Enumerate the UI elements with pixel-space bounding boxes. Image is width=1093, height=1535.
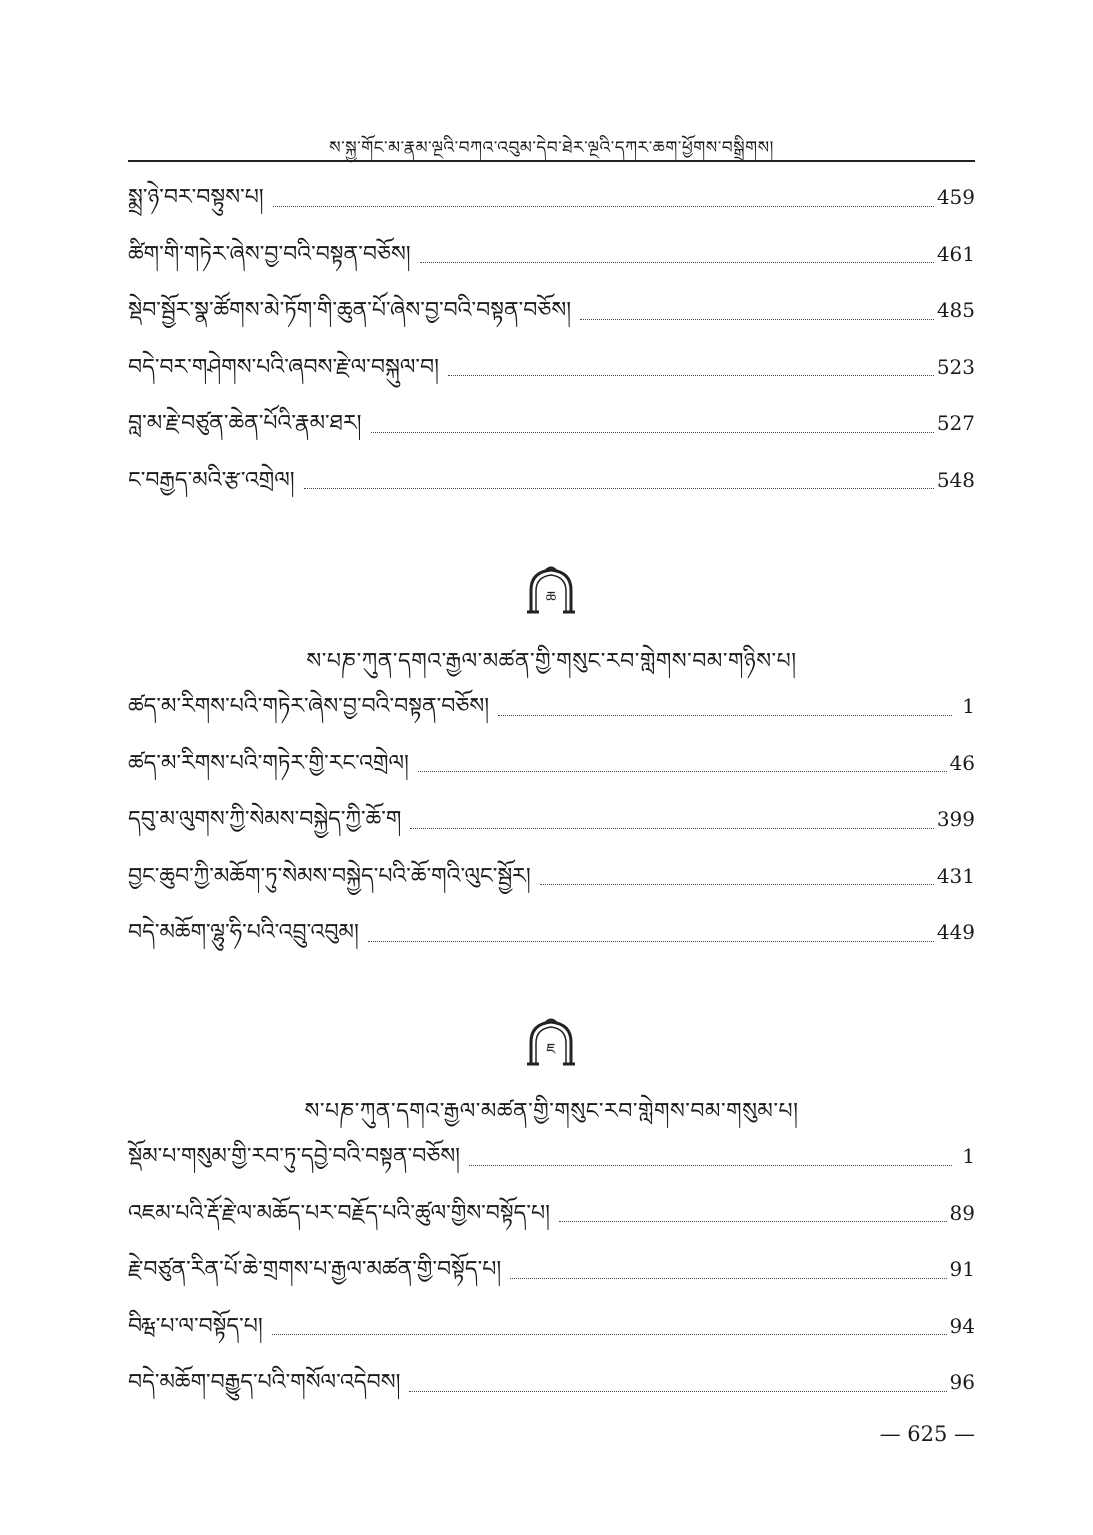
toc-entry-title: ཚིག་གི་གཏེར་ཞེས་བྱ་བའི་བསྟན་བཅོས།	[128, 241, 411, 267]
dot-leader	[272, 1334, 947, 1335]
dot-leader	[580, 319, 934, 320]
toc-entry-page: 548	[936, 467, 975, 492]
toc-entry-page: 523	[936, 354, 975, 379]
header-rule	[128, 160, 975, 162]
page-number: — 625 —	[879, 1422, 975, 1446]
toc-entry-page: 449	[936, 920, 975, 944]
toc-entry[interactable]	[128, 1357, 975, 1414]
toc-entry-page: 1	[962, 1144, 975, 1168]
toc-entry-title: སྨྲ་ཉེ་བར་བསྟུས་པ།	[128, 185, 264, 210]
ornament-letter: ཇ	[546, 1040, 556, 1058]
toc-entry[interactable]	[128, 794, 975, 851]
toc-entry-page: 96	[949, 1370, 975, 1394]
toc-entry-title: རྗེ་བཙུན་རིན་པོ་ཆེ་གྲགས་པ་རྒྱལ་མཚན་གྱི་བསྟོད་པ།	[128, 1257, 502, 1282]
dot-leader	[420, 262, 934, 263]
toc-entry-title: ཚད་མ་རིགས་པའི་གཏེར་གྱི་རང་འགྲེལ།	[128, 750, 409, 776]
dot-leader	[559, 1221, 947, 1222]
dot-leader	[469, 1165, 952, 1166]
toc-entry-page: 461	[936, 241, 975, 266]
arch-ornament-icon	[525, 1018, 577, 1066]
dot-leader	[304, 488, 934, 489]
toc-entry[interactable]	[128, 1244, 975, 1301]
toc-entry-page: 459	[936, 185, 975, 209]
toc-entry-page: 399	[936, 807, 975, 831]
toc-entry-title: སྡོམ་པ་གསུམ་གྱི་རབ་ཏུ་དབྱེ་བའི་བསྟན་བཅོས།	[128, 1144, 461, 1169]
toc-entry[interactable]	[128, 1301, 975, 1358]
volume-heading: ས་པཎ་ཀུན་དགའ་རྒྱལ་མཚན་གྱི་གསུང་རབ་གླེགས་བམ་གཉིས་པ།	[306, 649, 797, 674]
toc-entry-title: སྡེབ་སྦྱོར་སྣ་ཚོགས་མེ་ཏོག་གི་ཆུན་པོ་ཞེས་བྱ་བའི་བསྟན་བཅོས།	[128, 298, 572, 323]
dot-leader	[510, 1278, 946, 1279]
arch-ornament-icon	[525, 566, 577, 614]
toc-entry[interactable]	[128, 1188, 975, 1245]
toc-section-volume-3	[128, 1131, 975, 1414]
volume-heading: ས་པཎ་ཀུན་དགའ་རྒྱལ་མཚན་གྱི་གསུང་རབ་གླེགས་བམ་གསུམ་པ།	[304, 1099, 799, 1124]
toc-entry[interactable]	[128, 342, 975, 399]
toc-entry-page: 46	[949, 750, 975, 775]
dot-leader	[448, 375, 934, 376]
toc-entry[interactable]	[128, 455, 975, 512]
toc-entry[interactable]	[128, 229, 975, 286]
toc-entry-page: 527	[936, 411, 975, 435]
toc-entry-title: བྱང་ཆུབ་ཀྱི་མཆོག་ཏུ་སེམས་བསྐྱེད་པའི་ཆོ་གའི་ལུང་སྦྱོར།	[128, 863, 531, 889]
toc-entry-page: 89	[949, 1200, 975, 1225]
toc-entry-title: བདེ་མཆོག་བརྒྱུད་པའི་གསོལ་འདེབས།	[128, 1370, 401, 1395]
toc-entry[interactable]	[128, 851, 975, 908]
toc-entry-page: 485	[936, 298, 975, 322]
toc-entry-page: 91	[949, 1257, 975, 1281]
dot-leader	[273, 206, 934, 207]
toc-entry[interactable]	[128, 285, 975, 342]
toc-entry-title: ཚད་མ་རིགས་པའི་གཏེར་ཞེས་བྱ་བའི་བསྟན་བཅོས།	[128, 694, 490, 719]
toc-entry-page: 94	[949, 1313, 975, 1338]
toc-entry[interactable]	[128, 398, 975, 455]
ornament-letter: ཆ	[545, 588, 557, 606]
toc-entry-title: བིརྺ་པ་ལ་བསྟོད་པ།	[128, 1313, 263, 1339]
toc-entry-page: 431	[936, 863, 975, 888]
dot-leader	[498, 715, 952, 716]
dot-leader	[368, 941, 934, 942]
toc-section-continued	[128, 172, 975, 511]
toc-section-volume-2	[128, 681, 975, 964]
dot-leader	[410, 828, 933, 829]
running-head: ས་སྐྱ་གོང་མ་རྣམ་ལྔའི་བཀའ་འབུམ་དེབ་ཐེར་ལྔའི་དཀར་ཆག་ཕྱོགས་བསྒྲིགས།	[329, 138, 774, 158]
toc-entry-title: དབུ་མ་ལུགས་ཀྱི་སེམས་བསྐྱེད་ཀྱི་ཆོ་ག	[128, 807, 402, 832]
toc-entry-title: ང་བརྒྱད་མའི་རྩ་འགྲེལ།	[128, 467, 295, 493]
toc-entry[interactable]	[128, 738, 975, 795]
toc-entry-title: བླ་མ་རྗེ་བཙུན་ཆེན་པོའི་རྣམ་ཐར།	[128, 411, 362, 436]
toc-entry[interactable]	[128, 172, 975, 229]
toc-entry[interactable]	[128, 681, 975, 738]
toc-entry-title: བདེ་མཆོག་ལྷུ་ཧི་པའི་འབྲུ་འབུམ།	[128, 920, 359, 945]
toc-entry[interactable]	[128, 907, 975, 964]
dot-leader	[418, 771, 947, 772]
toc-entry-title: བདེ་བར་གཤེགས་པའི་ཞབས་རྗེ་ལ་བསྐུལ་བ།	[128, 354, 440, 380]
toc-entry-page: 1	[962, 694, 975, 718]
dot-leader	[409, 1391, 946, 1392]
dot-leader	[371, 432, 934, 433]
toc-entry[interactable]	[128, 1131, 975, 1188]
dot-leader	[540, 884, 934, 885]
toc-entry-title: འཇམ་པའི་རྡོ་རྗེ་ལ་མཆོད་པར་བརྗོད་པའི་ཚུལ་གྱིས་བསྟོད་པ།	[128, 1200, 550, 1226]
